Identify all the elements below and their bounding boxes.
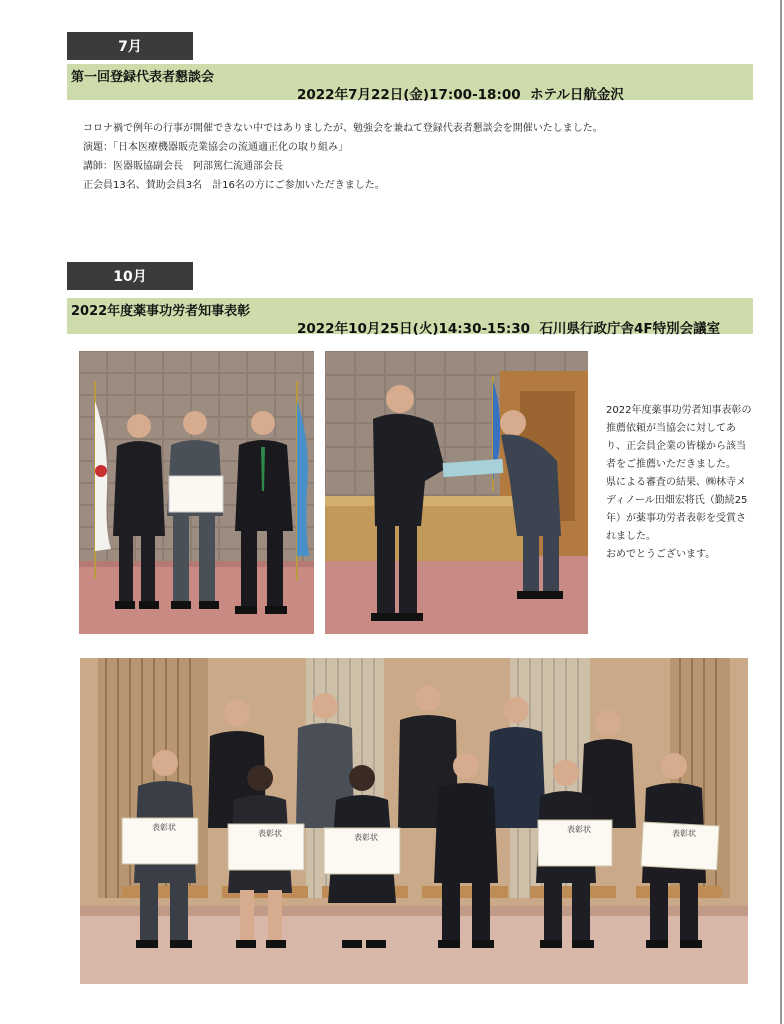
description-line: 2022年度薬事功労者知事表彰の推薦依頼が当協会に対してあり、正会員企業の皆様から該当者をご推薦いただきました。 — [606, 405, 752, 470]
event-title: 第一回登録代表者懇談会 — [71, 70, 215, 85]
photo-group-awardees — [80, 658, 748, 984]
certificate-label: 表彰状 — [258, 829, 282, 838]
certificate-label: 表彰状 — [567, 825, 591, 834]
photo-award-trio — [79, 351, 314, 634]
event-datetime: 2022年7月22日(金)17:00-18:00 — [297, 87, 521, 103]
event-datetime-venue — [297, 83, 624, 103]
description-line: 正会員13名、賛助会員3名 計16名の方にご参加いただきました。 — [83, 180, 385, 191]
description-line: 演題：「日本医療機器販売業協会の流通適正化の取り組み」 — [83, 142, 348, 153]
event-venue: 石川県行政庁舎4F特別会議室 — [539, 321, 721, 337]
description-line: 県による審査の結果、㈱林寺メディノール田畑宏将氏（勤続25年）が薬事功労者表彰を受賞されました。 — [606, 477, 748, 542]
certificate-label: 表彰状 — [152, 823, 176, 832]
description-line: 講師：医器販協副会長 阿部篤仁流通部会長 — [83, 161, 283, 172]
month-tab-october: 10月 — [67, 262, 193, 290]
award-description — [606, 402, 754, 564]
description-line: おめでとうございます。 — [606, 549, 716, 560]
event-datetime-venue — [297, 317, 720, 337]
event-title: 2022年度薬事功労者知事表彰 — [71, 304, 251, 319]
photo-certificate-handover — [325, 351, 588, 634]
july-description — [83, 119, 603, 195]
event-header-october — [67, 298, 753, 337]
certificate-label: 表彰状 — [672, 829, 696, 838]
certificate-label: 表彰状 — [354, 833, 378, 842]
description-line: コロナ禍で例年の行事が開催できない中ではありましたが、勉強会を兼ねて登録代表者懇談会を開催いたしました。 — [83, 123, 603, 134]
page-edge-rule — [780, 0, 782, 1024]
event-venue: ホテル日航金沢 — [530, 87, 624, 103]
event-header-july — [67, 64, 753, 103]
month-tab-july: 7月 — [67, 32, 193, 60]
event-datetime: 2022年10月25日(火)14:30-15:30 — [297, 321, 531, 337]
